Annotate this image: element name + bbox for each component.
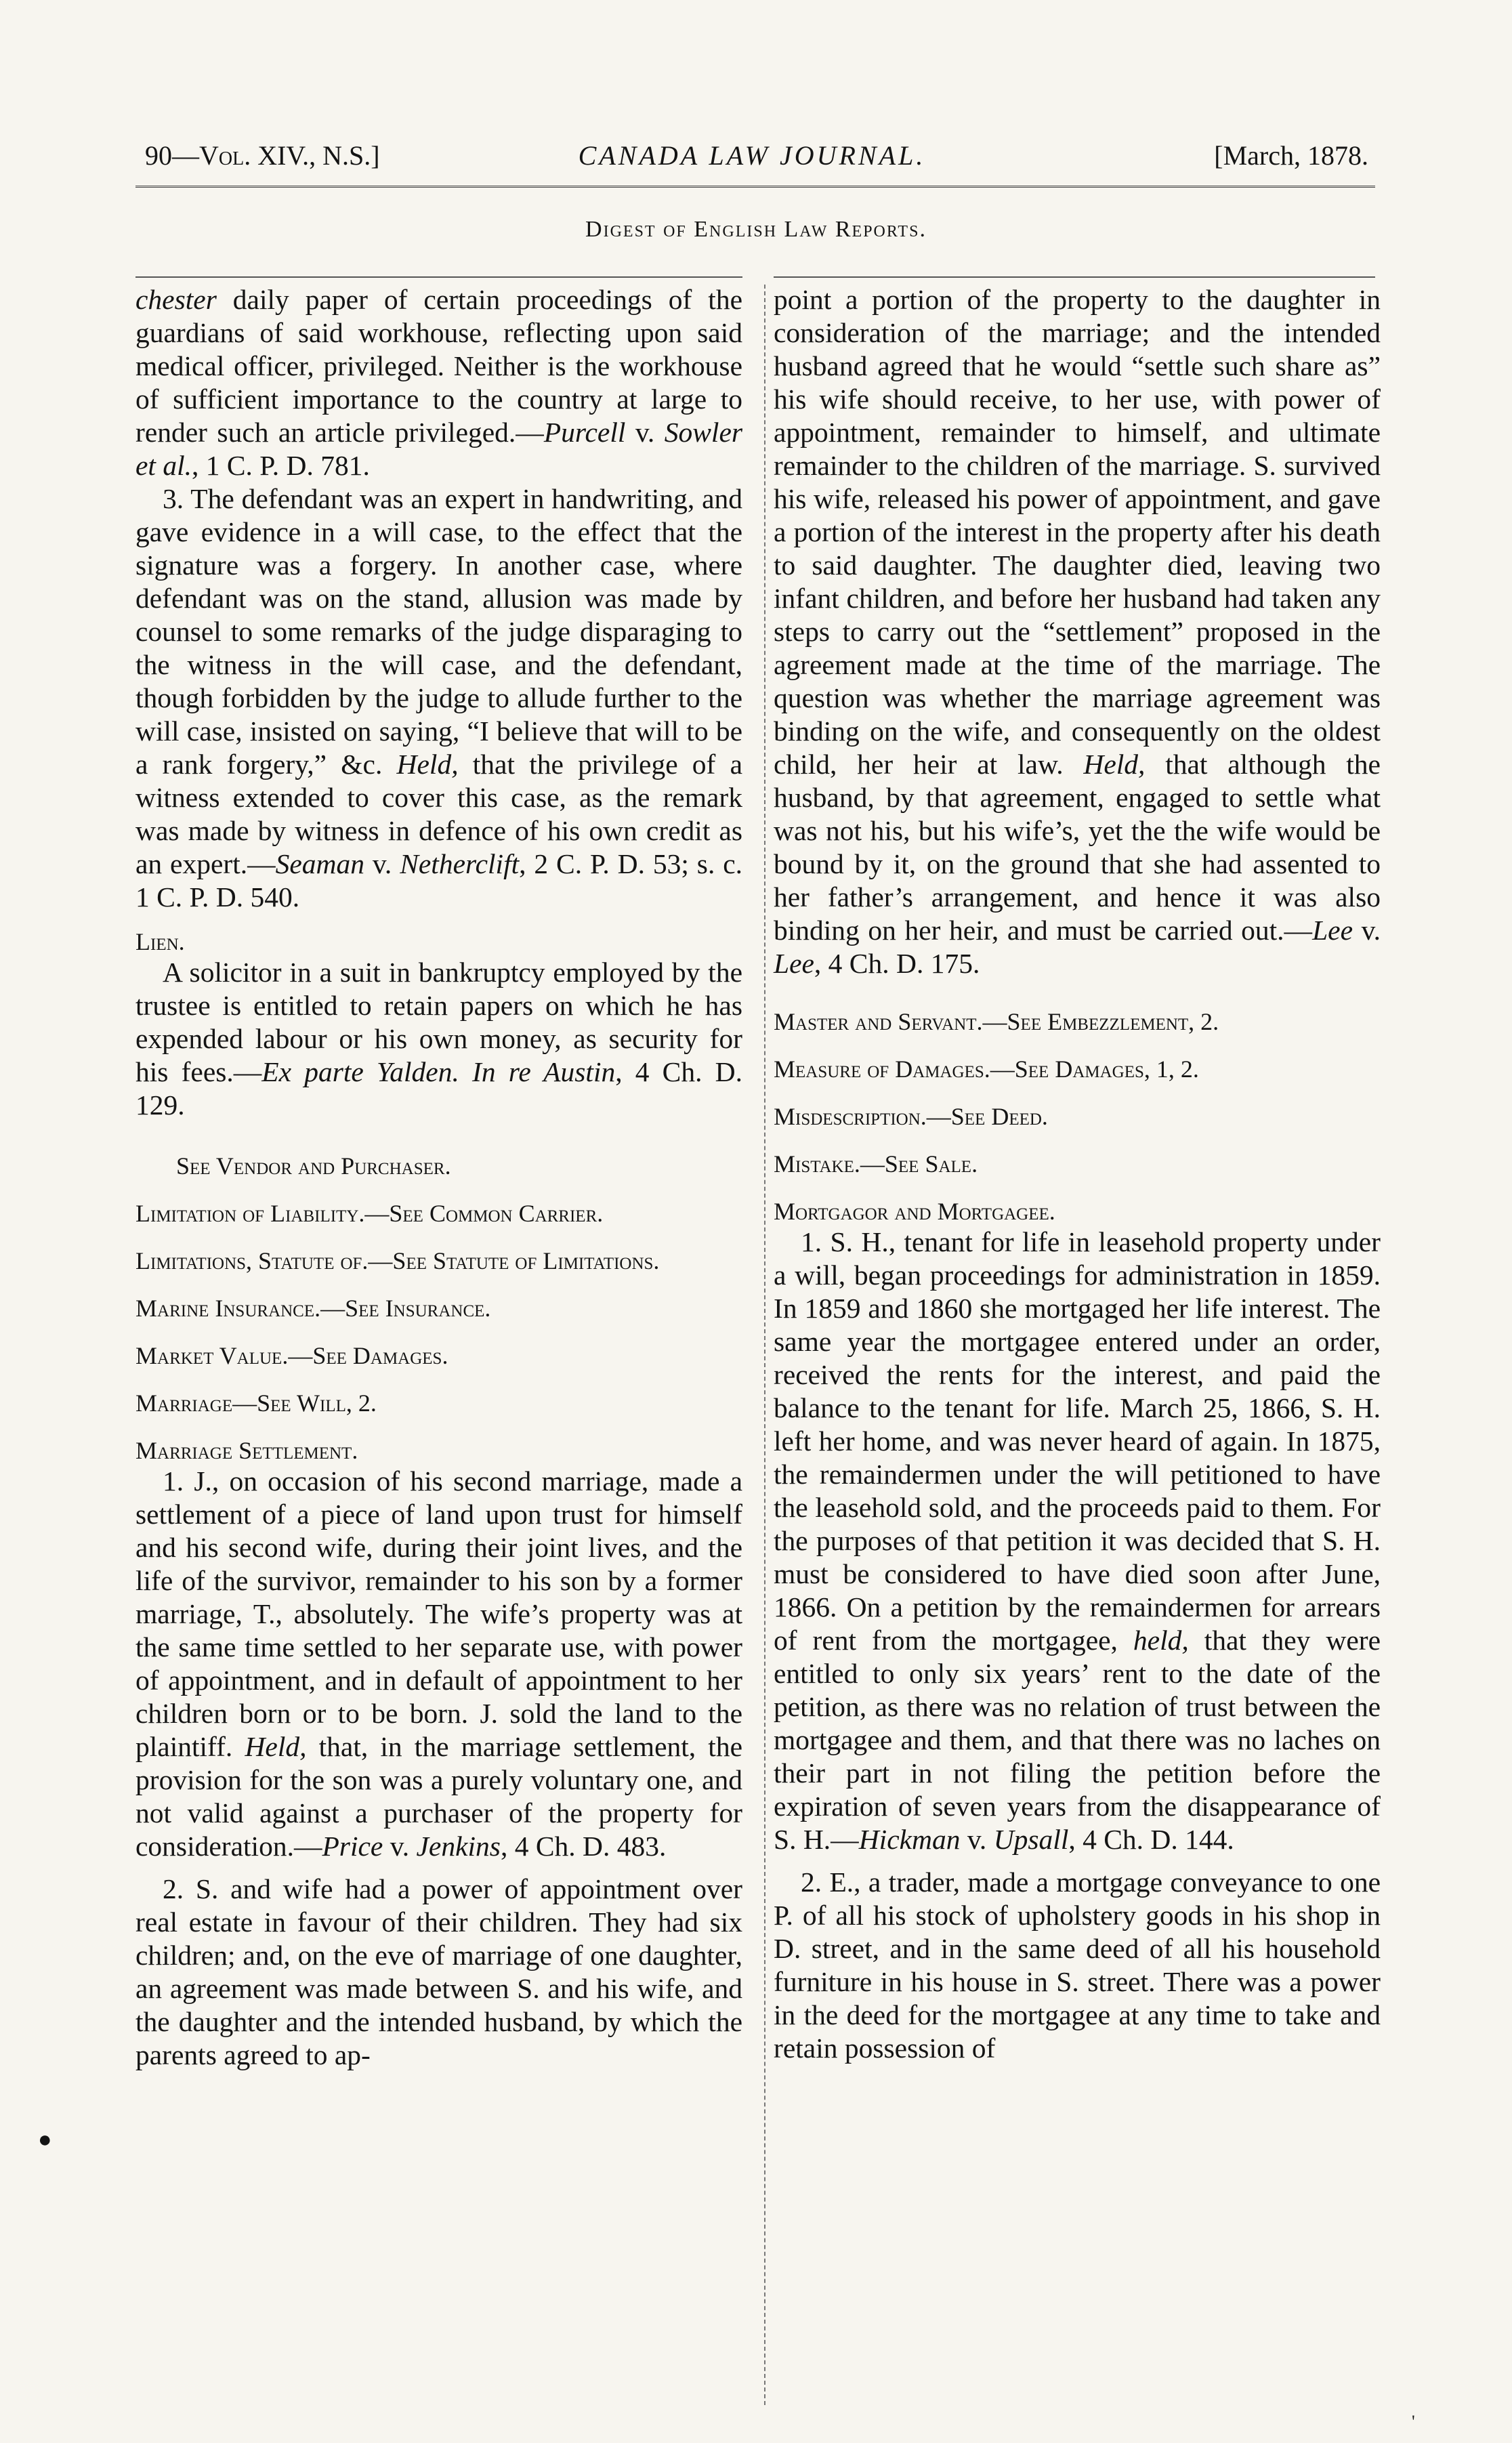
heading-measure-damages: Measure of Damages.—See Damages, 1, 2.: [774, 1056, 1199, 1083]
heading-lien: Lien.: [135, 928, 185, 955]
volume-label: 90—Vol. XIV., N.S.]: [145, 140, 380, 171]
paragraph-hickman: 1. S. H., tenant for life in leasehold property under a will, began proceedings for administration in 1859. In 1859 and 1860 she mortgaged her life interest. The same year the mortgagee entered under an order, received the rents for the interest, and paid the balance to the tenant for life. March 25, 1866, S. H. left her home, and was never heard of again. In 1875, the remaindermen under the will petitioned to have the leasehold sold, and the proceeds paid to them. For the purposes of that petition it was decided that S. H. must be considered to have died soon after June, 1866. On a petition by the remaindermen for arrears of rent from the mortgagee, held, that they were entitled to only six years’ rent to the date of the petition, as there was no relation of trust between the mortgagee and them, and that there was no laches on their part in not filing the petition before the expiration of seven years from the disappearance of S. H.—Hickman v. Upsall, 4 Ch. D. 144.: [774, 1226, 1381, 1855]
heading-limitation-liability: Limitation of Liability.—See Common Carrier.: [135, 1200, 604, 1227]
right-column-rule: [774, 276, 1375, 278]
heading-marine-insurance: Marine Insurance.—See Insurance.: [135, 1295, 491, 1322]
header-rule: [135, 186, 1375, 188]
heading-vendor: See Vendor and Purchaser.: [176, 1152, 451, 1179]
heading-limitations-statute: Limitations, Statute of.—See Statute of Limitations.: [135, 1247, 660, 1274]
paragraph-yalden: A solicitor in a suit in bankruptcy employed by the trustee is entitled to retain papers on which he has expended labour or his own money, as security for his fees.—Ex parte Yalden. In re Austin, 4 Ch. D. 129.: [135, 957, 742, 1121]
section-title: Digest of English Law Reports.: [585, 217, 927, 242]
heading-mistake: Mistake.—See Sale.: [774, 1150, 978, 1177]
paragraph-lee: point a portion of the property to the daughter in consideration of the marriage; and the intended husband agreed that he would “settle such share as” his wife should receive, to her use, with power of appointment, remainder to himself, and ultimate remainder to the children of the marriage. S. survived his wife, released his power of appointment, and gave a portion of the interest in the property after his death to said daughter. The daughter died, leaving two infant children, and before her husband had taken any steps to carry out the “settlement” proposed in the agreement made at the time of the marriage. The question was whether the marriage agreement was binding on the wife, and consequently on the oldest child, her heir at law. Held, that although the husband, by that agreement, engaged to settle what was not his, but his wife’s, yet the the wife would be bound by it, on the ground that she had assented to her father’s arrangement, and hence it was also binding on her heir, and must be carried out.—Lee v. Lee, 4 Ch. D. 175.: [774, 284, 1381, 979]
heading-marriage: Marriage—See Will, 2.: [135, 1390, 377, 1417]
margin-mark-icon: ●: [38, 2127, 52, 2152]
issue-date: [March, 1878.: [1214, 140, 1368, 171]
paragraph-purcell: chester daily paper of certain proceedings of the guardians of said workhouse, reflecting upon said medical officer, privileged. Neither is the workhouse of sufficient importance to the country at large to render such an article privileged.—Purcell v. Sowler et al., 1 C. P. D. 781.: [135, 284, 743, 481]
heading-market-value: Market Value.—See Damages.: [135, 1342, 448, 1369]
right-column: [774, 283, 1381, 2065]
heading-master-servant: Master and Servant.—See Embezzlement, 2.: [774, 1008, 1219, 1035]
journal-title: CANADA LAW JOURNAL.: [578, 140, 926, 171]
left-column-rule: [135, 276, 742, 278]
heading-marriage-settlement: Marriage Settlement.: [135, 1437, 358, 1464]
column-divider: [764, 285, 765, 2405]
heading-mortgagor-mortgagee: Mortgagor and Mortgagee.: [774, 1198, 1055, 1225]
page-header: [135, 133, 1368, 180]
left-column: [135, 283, 742, 2072]
paragraph-appointment: 2. S. and wife had a power of appointment over real estate in favour of their children. They had six children; and, on the eve of marriage of one daughter, an agreement was made between S. and his wife, and the daughter and the intended husband, by which the parents agreed to ap-: [135, 1873, 742, 2070]
corner-mark-icon: ': [1412, 2412, 1415, 2431]
heading-misdescription: Misdescription.—See Deed.: [774, 1103, 1048, 1130]
paragraph-price: 1. J., on occasion of his second marriage, made a settlement of a piece of land upon trust for himself and his second wife, during their joint lives, and the life of the survivor, remainder to his son by a former marriage, T., absolutely. The wife’s property was at the same time settled to her separate use, with power of appointment, and in default of appointment to her children born or to be born. J. sold the land to the plaintiff. Held, that, in the marriage settlement, the provision for the son was a purely voluntary one, and not valid against a purchaser of the property for consideration.—Price v. Jenkins, 4 Ch. D. 483.: [135, 1465, 742, 1862]
paragraph-seaman: 3. The defendant was an expert in handwriting, and gave evidence in a will case, to the effect that the signature was a forgery. In another case, where defendant was on the stand, allusion was made by counsel to some remarks of the judge disparaging to the witness in the will case, and the defendant, though forbidden by the judge to allude further to the will case, insisted on saying, “I believe that will to be a rank forgery,” &c. Held, that the privilege of a witness extended to cover this case, as the remark was made by witness in defence of his own credit as an expert.—Seaman v. Netherclift, 2 C. P. D. 53; s. c. 1 C. P. D. 540.: [135, 483, 743, 913]
paragraph-trader: 2. E., a trader, made a mortgage conveyance to one P. of all his stock of upholstery goods in his shop in D. street, and in the same deed of all his household furniture in his house in S. street. There was a power in the deed for the mortgagee at any time to take and retain possession of: [774, 1866, 1381, 2064]
